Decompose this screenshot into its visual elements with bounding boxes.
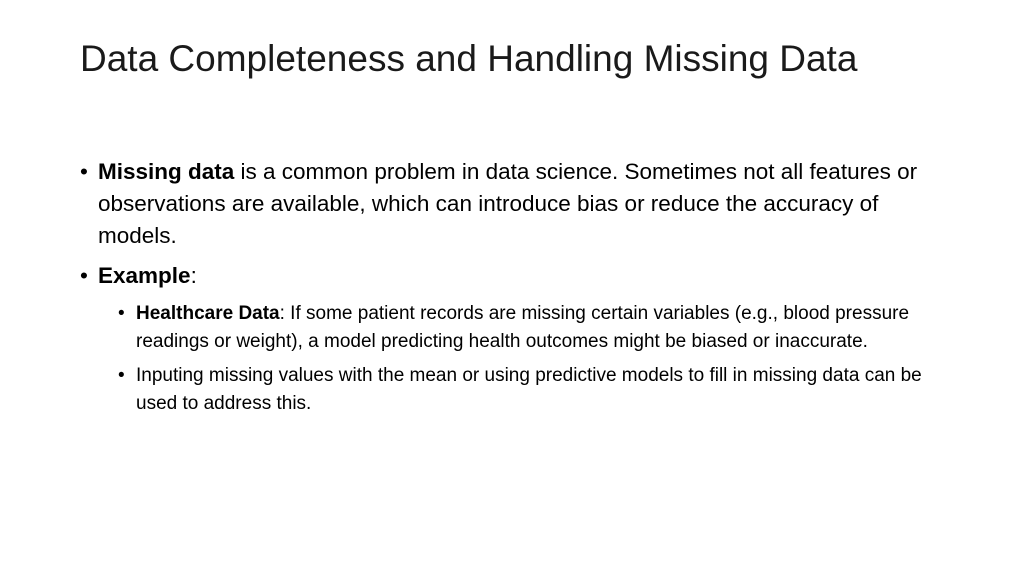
bullet-dot-icon: • <box>80 263 88 288</box>
slide-title: Data Completeness and Handling Missing Data <box>80 38 858 79</box>
sub-bullet-text: : If some patient records are missing certain variables (e.g., blood pressure readings or weight), a model predicting health outcomes might be biased or inaccurate. <box>136 303 910 352</box>
sub-bullet-text: Inputing missing values with the mean or using predictive models to fill in missing data can be used to address this. <box>136 365 922 414</box>
bullet-dot-icon: • <box>118 303 125 324</box>
sub-bullet-list <box>80 300 960 418</box>
bullet-example <box>80 260 960 292</box>
bullet-text: : <box>190 263 197 288</box>
bullet-dot-icon: • <box>80 159 88 184</box>
sub-bullet-healthcare <box>118 300 960 356</box>
bullet-bold-term: Example <box>98 263 191 288</box>
bullet-bold-term: Missing data <box>98 159 235 184</box>
sub-bullet-bold-term: Healthcare Data <box>136 303 280 324</box>
sub-bullet-imputation <box>118 362 960 418</box>
bullet-text: is a common problem in data science. Sometimes not all features or observations are available, which can introduce bias or reduce the accuracy of models. <box>98 159 918 248</box>
bullet-missing-data <box>80 156 960 252</box>
slide-body <box>80 156 960 424</box>
bullet-dot-icon: • <box>118 365 125 386</box>
